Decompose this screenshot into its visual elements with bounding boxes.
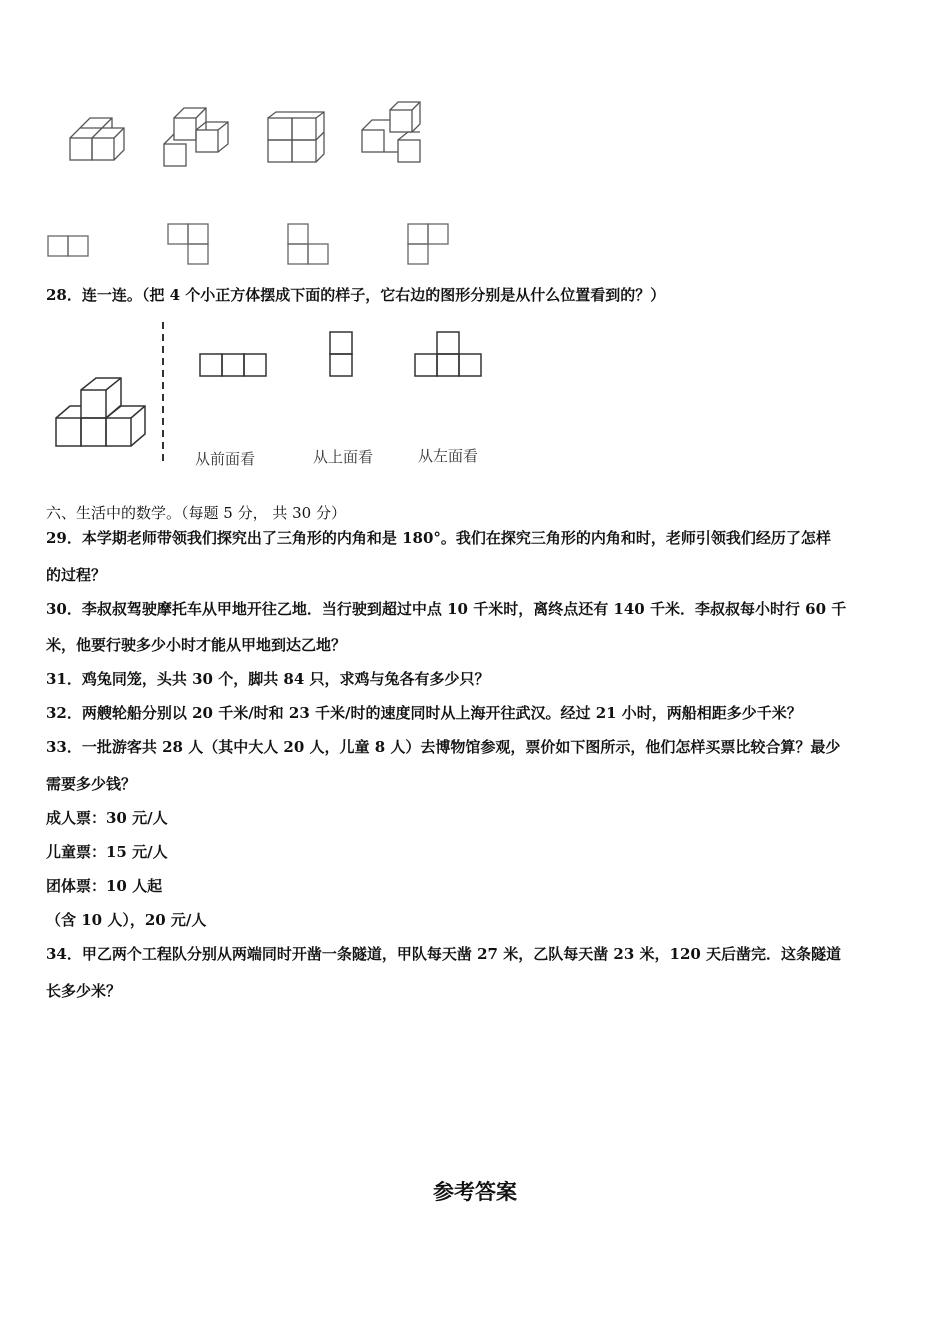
view-shape-4 [408,224,448,264]
q30-line1: 30．李叔叔驾驶摩托车从甲地开往乙地．当行驶到超过中点 10 千米时，离终点还有 140 千米．李叔叔每小时行 60 千 [46,600,847,618]
view-shape-3 [288,224,328,264]
q32-line1: 32．两艘轮船分别以 20 千米/时和 23 千米/时的速度同时从上海开往武汉。经过 21 小时，两船相距多少千米？ [46,704,802,722]
q33-price-adult: 成人票：30 元/人 [46,809,168,827]
q34-line2: 长多少米？ [46,982,122,1000]
q30-line2: 米，他要行驶多少小时才能从甲地到达乙地？ [46,636,347,654]
q34-line1: 34．甲乙两个工程队分别从两端同时开凿一条隧道，甲队每天凿 27 米，乙队每天凿 23 米，120 天后凿完．这条隧道 [46,945,842,963]
q33-price-group-note: （含 10 人），20 元/人 [46,911,207,929]
q28-label-left: 从左面看 [418,447,479,465]
q29-line1: 29．本学期老师带领我们探究出了三角形的内角和是 180°。我们在探究三角形的内角和时，老师引领我们经历了怎样 [46,529,831,547]
q28-view-left-shape [415,332,481,376]
q28-text: 28．连一连。（把 4 个小正方体摆成下面的样子，它右边的图形分别是从什么位置看到的？） [46,286,666,304]
q31-line1: 31．鸡兔同笼，头共 30 个，脚共 84 只，求鸡与兔各有多少只？ [46,670,490,688]
cube-figure-3 [268,112,324,162]
section-6-heading: 六、生活中的数学。（每题 5 分， 共 30 分） [46,504,346,522]
q33-line2: 需要多少钱？ [46,775,137,793]
q28-view-front-shape [200,354,266,376]
q28-label-front: 从前面看 [195,450,256,468]
cube-figure-4 [362,102,420,162]
view-shape-1 [48,236,88,256]
answers-title: 参考答案 [433,1180,517,1204]
q28-label-top: 从上面看 [313,448,374,466]
cube-figure-1 [70,118,124,160]
q28-cube-arrangement [56,378,145,446]
q28-view-top-shape [330,332,352,376]
cube-figure-2 [164,108,228,166]
view-shape-2 [168,224,208,264]
q33-line1: 33．一批游客共 28 人（其中大人 20 人，儿童 8 人）去博物馆参观，票价如下图所示，他们怎样买票比较合算？最少 [46,738,841,756]
q33-price-child: 儿童票：15 元/人 [46,843,168,861]
q29-line2: 的过程？ [46,566,107,584]
q33-price-group: 团体票：10 人起 [46,877,163,895]
view-shapes-row [46,222,466,272]
cube-figures-row [60,96,440,176]
